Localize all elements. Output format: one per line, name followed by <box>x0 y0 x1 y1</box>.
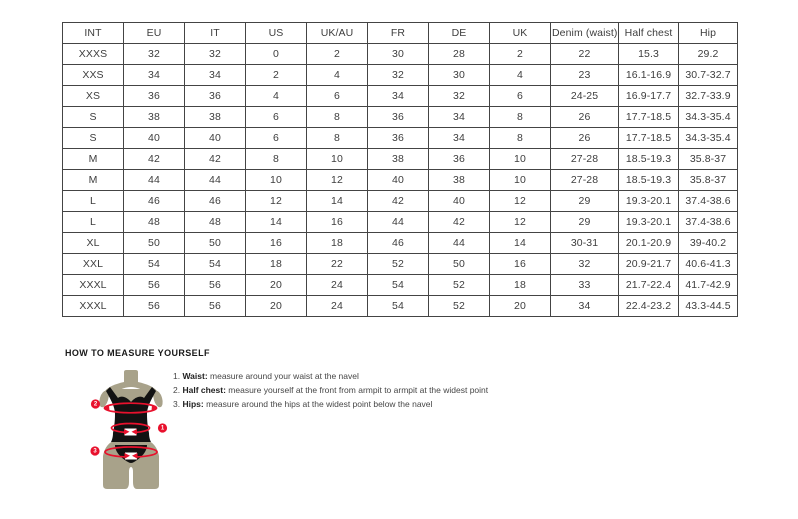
table-cell: 26 <box>551 128 619 149</box>
instruction-term: Waist: <box>182 371 208 381</box>
table-cell: 0 <box>246 44 307 65</box>
table-cell: 32 <box>429 86 490 107</box>
table-row <box>63 86 738 107</box>
col-header-half-chest: Half chest <box>619 23 679 44</box>
table-cell: 19.3-20.1 <box>619 212 679 233</box>
instruction-waist <box>173 371 488 385</box>
badge-1-label: 1 <box>160 425 165 432</box>
table-cell: 20.1-20.9 <box>619 233 679 254</box>
instruction-term: Hips: <box>182 399 204 409</box>
table-cell: L <box>63 212 124 233</box>
table-cell: 6 <box>307 86 368 107</box>
table-cell: 40 <box>124 128 185 149</box>
table-row <box>63 254 738 275</box>
table-cell: 48 <box>124 212 185 233</box>
table-row <box>63 107 738 128</box>
table-cell: 16.9-17.7 <box>619 86 679 107</box>
instruction-number: 1. <box>173 371 181 381</box>
table-cell: 34.3-35.4 <box>679 107 738 128</box>
table-cell: 46 <box>368 233 429 254</box>
table-cell: 6 <box>246 107 307 128</box>
table-cell: 17.7-18.5 <box>619 107 679 128</box>
table-row <box>63 44 738 65</box>
table-cell: 32 <box>551 254 619 275</box>
table-cell: 18 <box>490 275 551 296</box>
table-row <box>63 149 738 170</box>
table-cell: 54 <box>368 275 429 296</box>
table-cell: 16 <box>307 212 368 233</box>
table-cell: XS <box>63 86 124 107</box>
table-cell: 34 <box>429 107 490 128</box>
table-cell: 14 <box>490 233 551 254</box>
table-cell: 52 <box>429 296 490 317</box>
table-cell: 8 <box>246 149 307 170</box>
table-cell: XXXL <box>63 275 124 296</box>
table-cell: 38 <box>185 107 246 128</box>
table-cell: 27-28 <box>551 170 619 191</box>
table-cell: 37.4-38.6 <box>679 212 738 233</box>
header-row <box>63 23 738 44</box>
table-cell: 52 <box>368 254 429 275</box>
table-cell: XXXS <box>63 44 124 65</box>
table-cell: 40.6-41.3 <box>679 254 738 275</box>
table-cell: XXXL <box>63 296 124 317</box>
size-chart-section <box>62 22 738 317</box>
table-cell: 6 <box>246 128 307 149</box>
table-cell: 32 <box>368 65 429 86</box>
table-cell: 34 <box>124 65 185 86</box>
table-cell: 16 <box>246 233 307 254</box>
instruction-hips <box>173 399 488 413</box>
table-cell: 42 <box>368 191 429 212</box>
table-cell: 20 <box>490 296 551 317</box>
table-cell: 28 <box>429 44 490 65</box>
table-cell: 34 <box>368 86 429 107</box>
table-cell: 35.8-37 <box>679 170 738 191</box>
table-cell: 8 <box>307 128 368 149</box>
table-cell: 29 <box>551 212 619 233</box>
table-cell: 17.7-18.5 <box>619 128 679 149</box>
table-cell: M <box>63 149 124 170</box>
mannequin-neck <box>124 370 138 384</box>
table-cell: 44 <box>185 170 246 191</box>
table-cell: 50 <box>185 233 246 254</box>
table-cell: 38 <box>429 170 490 191</box>
table-cell: S <box>63 128 124 149</box>
table-cell: 12 <box>490 212 551 233</box>
table-cell: 35.8-37 <box>679 149 738 170</box>
table-cell: 56 <box>185 275 246 296</box>
table-cell: 54 <box>368 296 429 317</box>
table-cell: 34 <box>429 128 490 149</box>
table-cell: 44 <box>429 233 490 254</box>
table-cell: 27-28 <box>551 149 619 170</box>
table-cell: 23 <box>551 65 619 86</box>
table-cell: 10 <box>490 170 551 191</box>
table-cell: 2 <box>490 44 551 65</box>
table-cell: 15.3 <box>619 44 679 65</box>
badge-2-label: 2 <box>93 401 98 408</box>
table-cell: 42 <box>429 212 490 233</box>
table-cell: 50 <box>124 233 185 254</box>
col-header-int: INT <box>63 23 124 44</box>
table-cell: 32 <box>185 44 246 65</box>
mannequin-illustration <box>85 369 170 491</box>
table-cell: S <box>63 107 124 128</box>
table-row <box>63 233 738 254</box>
col-header-de: DE <box>429 23 490 44</box>
col-header-uk: UK <box>490 23 551 44</box>
table-cell: 18 <box>246 254 307 275</box>
table-cell: 6 <box>490 86 551 107</box>
table-cell: 44 <box>368 212 429 233</box>
table-cell: 30 <box>429 65 490 86</box>
table-cell: 30-31 <box>551 233 619 254</box>
table-cell: 4 <box>490 65 551 86</box>
table-cell: 18 <box>307 233 368 254</box>
table-cell: 18.5-19.3 <box>619 170 679 191</box>
table-cell: 48 <box>185 212 246 233</box>
table-cell: 22.4-23.2 <box>619 296 679 317</box>
table-cell: 38 <box>368 149 429 170</box>
table-cell: XL <box>63 233 124 254</box>
table-cell: 43.3-44.5 <box>679 296 738 317</box>
table-cell: M <box>63 170 124 191</box>
col-header-eu: EU <box>124 23 185 44</box>
table-cell: 16.1-16.9 <box>619 65 679 86</box>
instruction-text: measure around your waist at the navel <box>207 371 359 381</box>
table-cell: 34.3-35.4 <box>679 128 738 149</box>
table-cell: 36 <box>368 128 429 149</box>
table-cell: 10 <box>307 149 368 170</box>
measure-instructions <box>173 371 488 413</box>
table-cell: 52 <box>429 275 490 296</box>
table-cell: 56 <box>185 296 246 317</box>
table-cell: 30.7-32.7 <box>679 65 738 86</box>
table-cell: XXL <box>63 254 124 275</box>
table-cell: 42 <box>185 149 246 170</box>
table-row <box>63 275 738 296</box>
table-cell: 46 <box>124 191 185 212</box>
table-row <box>63 128 738 149</box>
table-cell: 36 <box>368 107 429 128</box>
table-cell: 29.2 <box>679 44 738 65</box>
instruction-text: measure yourself at the front from armpit to armpit at the widest point <box>225 385 489 395</box>
measurement-figure <box>85 369 170 491</box>
table-row <box>63 65 738 86</box>
instruction-text: measure around the hips at the widest point below the navel <box>203 399 433 409</box>
table-row <box>63 170 738 191</box>
table-cell: 8 <box>490 128 551 149</box>
table-cell: 32.7-33.9 <box>679 86 738 107</box>
table-cell: 26 <box>551 107 619 128</box>
measure-section-title: HOW TO MEASURE YOURSELF <box>65 348 210 358</box>
table-cell: 20 <box>246 296 307 317</box>
table-cell: L <box>63 191 124 212</box>
table-cell: 10 <box>246 170 307 191</box>
table-cell: 24 <box>307 296 368 317</box>
table-cell: 33 <box>551 275 619 296</box>
table-cell: 8 <box>490 107 551 128</box>
table-cell: 20 <box>246 275 307 296</box>
table-cell: 32 <box>124 44 185 65</box>
col-header-ukau: UK/AU <box>307 23 368 44</box>
table-cell: 2 <box>307 44 368 65</box>
table-cell: 8 <box>307 107 368 128</box>
table-cell: XXS <box>63 65 124 86</box>
table-cell: 24 <box>307 275 368 296</box>
table-cell: 42 <box>124 149 185 170</box>
table-cell: 4 <box>307 65 368 86</box>
col-header-fr: FR <box>368 23 429 44</box>
table-cell: 40 <box>429 191 490 212</box>
table-cell: 54 <box>185 254 246 275</box>
table-cell: 12 <box>246 191 307 212</box>
table-cell: 38 <box>124 107 185 128</box>
table-cell: 18.5-19.3 <box>619 149 679 170</box>
table-cell: 37.4-38.6 <box>679 191 738 212</box>
table-cell: 50 <box>429 254 490 275</box>
table-cell: 29 <box>551 191 619 212</box>
table-cell: 40 <box>368 170 429 191</box>
table-cell: 36 <box>124 86 185 107</box>
table-cell: 40 <box>185 128 246 149</box>
table-row <box>63 212 738 233</box>
badge-3-label: 3 <box>93 448 97 455</box>
instruction-number: 2. <box>173 385 181 395</box>
table-cell: 10 <box>490 149 551 170</box>
table-cell: 56 <box>124 296 185 317</box>
table-cell: 30 <box>368 44 429 65</box>
size-chart-body <box>63 44 738 317</box>
table-cell: 22 <box>307 254 368 275</box>
table-cell: 4 <box>246 86 307 107</box>
table-cell: 14 <box>307 191 368 212</box>
table-cell: 56 <box>124 275 185 296</box>
size-chart-table <box>62 22 738 317</box>
size-chart-header <box>63 23 738 44</box>
table-cell: 14 <box>246 212 307 233</box>
table-cell: 12 <box>490 191 551 212</box>
table-cell: 36 <box>185 86 246 107</box>
table-cell: 39-40.2 <box>679 233 738 254</box>
table-cell: 34 <box>551 296 619 317</box>
table-cell: 22 <box>551 44 619 65</box>
table-cell: 19.3-20.1 <box>619 191 679 212</box>
table-cell: 21.7-22.4 <box>619 275 679 296</box>
table-cell: 2 <box>246 65 307 86</box>
instruction-half-chest <box>173 385 488 399</box>
col-header-denim: Denim (waist) <box>551 23 619 44</box>
table-cell: 12 <box>307 170 368 191</box>
table-row <box>63 191 738 212</box>
table-cell: 34 <box>185 65 246 86</box>
table-cell: 24-25 <box>551 86 619 107</box>
table-cell: 54 <box>124 254 185 275</box>
table-row <box>63 296 738 317</box>
table-cell: 20.9-21.7 <box>619 254 679 275</box>
col-header-us: US <box>246 23 307 44</box>
table-cell: 44 <box>124 170 185 191</box>
col-header-hip: Hip <box>679 23 738 44</box>
table-cell: 41.7-42.9 <box>679 275 738 296</box>
instruction-term: Half chest: <box>182 385 226 395</box>
table-cell: 16 <box>490 254 551 275</box>
table-cell: 46 <box>185 191 246 212</box>
table-cell: 36 <box>429 149 490 170</box>
instruction-number: 3. <box>173 399 181 409</box>
col-header-it: IT <box>185 23 246 44</box>
